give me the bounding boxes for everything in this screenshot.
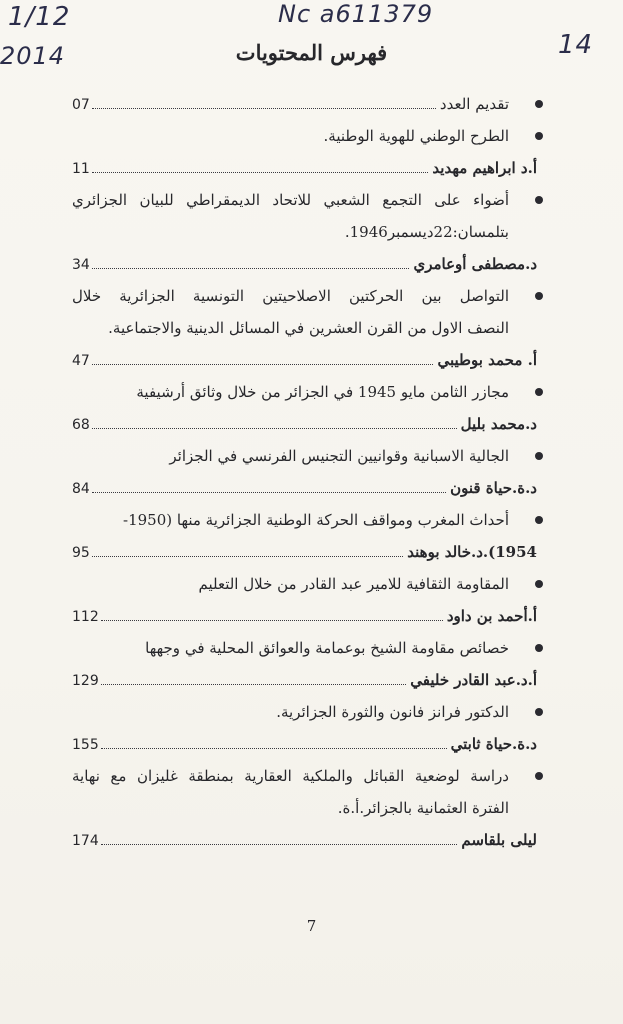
toc-entry-author: د.محمد بليل bbox=[460, 415, 537, 433]
dot-leader bbox=[92, 492, 446, 493]
toc-entry-page: 129 bbox=[72, 673, 99, 689]
toc-entry-leader bbox=[72, 600, 537, 632]
bullet-icon bbox=[535, 772, 543, 780]
toc-entry-page: 68 bbox=[72, 417, 90, 433]
toc-entry-author: أ. محمد بوطيبي bbox=[437, 351, 537, 369]
bullet-icon bbox=[535, 516, 543, 524]
toc-entry-leader bbox=[72, 664, 537, 696]
bullet-icon bbox=[535, 132, 543, 140]
bullet-icon bbox=[535, 708, 543, 716]
toc-entry-title-line bbox=[72, 792, 537, 824]
toc-entry-title: أضواء على التجمع الشعبي للاتحاد الديمقراطي للبيان الجزائري bbox=[72, 191, 509, 209]
toc-entry-title-line bbox=[72, 120, 537, 152]
toc-entry-title: مجازر الثامن مايو 1945 في الجزائر من خلال وثائق أرشيفية bbox=[136, 383, 509, 401]
dot-leader bbox=[92, 108, 436, 109]
toc-entry-leader bbox=[72, 824, 537, 856]
toc-entry-title: تقديم العدد bbox=[439, 95, 509, 113]
toc-entry-page: 84 bbox=[72, 481, 90, 497]
toc-entry-page: 174 bbox=[72, 833, 99, 849]
toc-entry-author: أ.أحمد بن داود bbox=[446, 607, 537, 625]
toc-entry-leader bbox=[72, 408, 537, 440]
toc-entry-author: د.ة.حياة ثابتي bbox=[450, 735, 537, 753]
dot-leader bbox=[101, 620, 443, 621]
dot-leader bbox=[92, 364, 434, 365]
bullet-icon bbox=[535, 580, 543, 588]
handwritten-year: 2014 bbox=[0, 42, 66, 70]
toc-entry-author: أ.د.عبد القادر خليفي bbox=[410, 671, 537, 689]
toc-entry-title-line bbox=[72, 184, 537, 216]
toc-entry-title: النصف الاول من القرن العشرين في المسائل الدينية والاجتماعية. bbox=[108, 319, 509, 337]
toc-entry-leader bbox=[72, 152, 537, 184]
handwritten-date: 1/12 bbox=[8, 2, 71, 32]
toc-entry-title-line bbox=[72, 632, 537, 664]
toc-entry-author: ليلى بلقاسم bbox=[461, 831, 537, 849]
toc-entry-page: 155 bbox=[72, 737, 99, 753]
bullet-icon bbox=[535, 292, 543, 300]
bullet-icon bbox=[535, 100, 543, 108]
dot-leader bbox=[101, 684, 407, 685]
dot-leader bbox=[92, 428, 457, 429]
toc-entry-title-line bbox=[72, 280, 537, 312]
bullet-icon bbox=[535, 452, 543, 460]
dot-leader bbox=[92, 172, 429, 173]
page-number: 7 bbox=[306, 917, 317, 935]
dot-leader bbox=[101, 844, 458, 845]
dot-leader bbox=[101, 748, 447, 749]
toc-entry-author: د.مصطفى أوعامري bbox=[413, 255, 537, 273]
toc-entry-page: 112 bbox=[72, 609, 99, 625]
toc-entry-page: 07 bbox=[72, 97, 90, 113]
toc-entry-leader bbox=[72, 344, 537, 376]
toc-entry-leader bbox=[72, 536, 537, 568]
toc-entry-title: أحداث المغرب ومواقف الحركة الوطنية الجزائرية منها (1950- bbox=[122, 511, 509, 529]
toc-entry-page: 34 bbox=[72, 257, 90, 273]
toc-entry-title: خصائص مقاومة الشيخ بوعمامة والعوائق المحلية في وجهها bbox=[145, 639, 509, 657]
toc-entry-title: دراسة لوضعية القبائل والملكية العقارية بمنطقة غليزان مع نهاية bbox=[72, 767, 509, 785]
dot-leader bbox=[92, 556, 403, 557]
toc-entry-author: د.ة.حياة قنون bbox=[450, 479, 537, 497]
toc-entry-title: بتلمسان:22ديسمبر1946. bbox=[344, 223, 509, 241]
toc-entry-page: 95 bbox=[72, 545, 90, 561]
bullet-icon bbox=[535, 644, 543, 652]
toc-entry-title-line bbox=[72, 216, 537, 248]
handwritten-reference-number: Nc a611379 bbox=[278, 0, 434, 28]
page-title: فهرس المحتويات bbox=[235, 40, 388, 65]
toc-entry-title-line bbox=[72, 376, 537, 408]
toc-entry-title-line bbox=[72, 440, 537, 472]
table-of-contents bbox=[72, 88, 537, 856]
toc-entry-page: 47 bbox=[72, 353, 90, 369]
handwritten-corner-number: 14 bbox=[558, 30, 594, 60]
toc-entry-title: الجالية الاسبانية وقوانيين التجنيس الفرنسي في الجزائر bbox=[169, 447, 509, 465]
toc-entry-author: 1954).د.خالد بوهند bbox=[407, 543, 537, 561]
bullet-icon bbox=[535, 388, 543, 396]
toc-entry-title: التواصل بين الحركتين الاصلاحيتين التونسية الجزائرية خلال bbox=[72, 287, 509, 305]
toc-entry-title: الدكتور فرانز فانون والثورة الجزائرية. bbox=[276, 703, 509, 721]
toc-entry-title-line bbox=[72, 568, 537, 600]
toc-entry-author: أ.د ابراهيم مهديد bbox=[432, 159, 537, 177]
toc-entry-title-line bbox=[72, 88, 537, 120]
toc-entry-title-line bbox=[72, 760, 537, 792]
toc-entry-title-line bbox=[72, 312, 537, 344]
toc-entry-title-line bbox=[72, 696, 537, 728]
toc-entry-leader bbox=[72, 248, 537, 280]
toc-entry-title-line bbox=[72, 504, 537, 536]
toc-entry-leader bbox=[72, 472, 537, 504]
toc-entry-title: الطرح الوطني للهوية الوطنية. bbox=[323, 127, 509, 145]
bullet-icon bbox=[535, 196, 543, 204]
dot-leader bbox=[92, 268, 410, 269]
toc-entry-title: المقاومة الثقافية للامير عبد القادر من خلال التعليم bbox=[198, 575, 509, 593]
toc-entry-leader bbox=[72, 728, 537, 760]
toc-entry-title: الفترة العثمانية بالجزائر.أ.ة. bbox=[337, 799, 509, 817]
toc-entry-page: 11 bbox=[72, 161, 90, 177]
